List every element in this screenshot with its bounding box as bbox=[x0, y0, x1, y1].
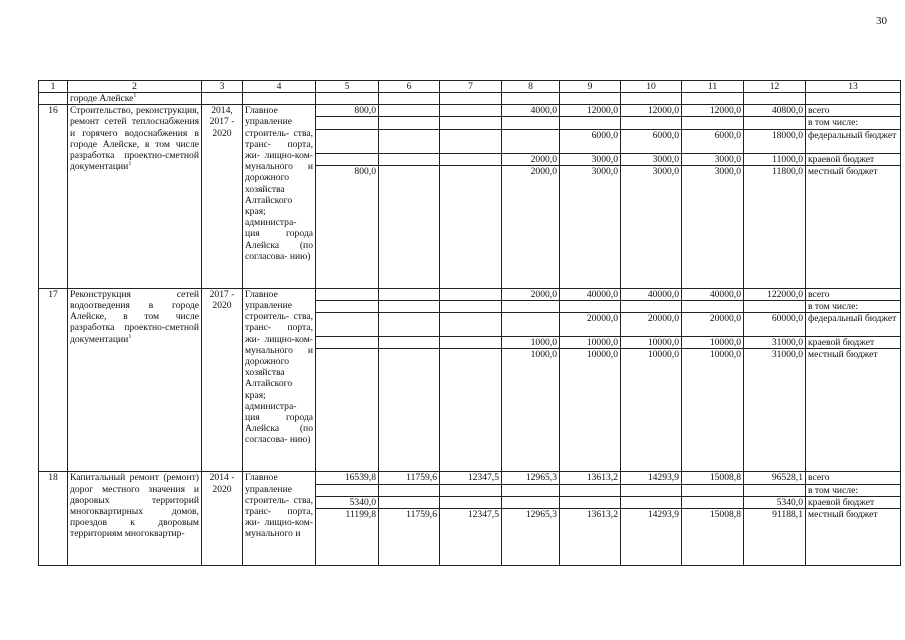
funding-source: всего bbox=[806, 288, 901, 300]
funding-source: федеральный бюджет bbox=[806, 129, 901, 153]
value-cell: 2000,0 bbox=[502, 288, 560, 300]
value-cell: 16539,8 bbox=[316, 472, 379, 484]
value-cell bbox=[682, 484, 744, 496]
value-cell bbox=[621, 117, 682, 129]
funding-source: всего bbox=[806, 472, 901, 484]
value-cell: 15008,8 bbox=[682, 472, 744, 484]
value-cell: 1000,0 bbox=[502, 337, 560, 349]
value-cell bbox=[440, 496, 502, 508]
value-cell: 12000,0 bbox=[682, 105, 744, 117]
value-cell: 10000,0 bbox=[560, 337, 621, 349]
value-cell: 11759,6 bbox=[379, 472, 440, 484]
value-cell bbox=[316, 288, 379, 300]
empty-cell bbox=[744, 93, 806, 105]
value-cell: 10000,0 bbox=[560, 349, 621, 472]
value-cell: 20000,0 bbox=[560, 313, 621, 337]
period: 2017 - 2020 bbox=[202, 288, 243, 472]
value-cell bbox=[502, 496, 560, 508]
value-cell bbox=[682, 496, 744, 508]
value-cell bbox=[379, 349, 440, 472]
value-cell bbox=[744, 301, 806, 313]
column-header: 5 bbox=[316, 81, 379, 93]
value-cell: 14293,9 bbox=[621, 509, 682, 566]
empty-cell bbox=[682, 93, 744, 105]
value-cell: 40000,0 bbox=[560, 288, 621, 300]
value-cell bbox=[440, 153, 502, 165]
value-cell: 20000,0 bbox=[621, 313, 682, 337]
value-cell bbox=[379, 337, 440, 349]
value-cell: 3000,0 bbox=[682, 153, 744, 165]
column-number-row bbox=[39, 81, 901, 93]
column-header: 4 bbox=[243, 81, 316, 93]
value-cell: 2000,0 bbox=[502, 165, 560, 288]
value-cell bbox=[440, 337, 502, 349]
value-cell bbox=[744, 484, 806, 496]
value-cell: 800,0 bbox=[316, 165, 379, 288]
value-cell: 800,0 bbox=[316, 105, 379, 117]
value-cell bbox=[560, 117, 621, 129]
value-cell bbox=[440, 349, 502, 472]
value-cell: 40800,0 bbox=[744, 105, 806, 117]
value-cell bbox=[621, 301, 682, 313]
table-row bbox=[39, 288, 901, 300]
value-cell bbox=[379, 165, 440, 288]
value-cell bbox=[440, 105, 502, 117]
value-cell bbox=[379, 301, 440, 313]
value-cell bbox=[379, 117, 440, 129]
period: 2014 - 2020 bbox=[202, 472, 243, 566]
program-table bbox=[38, 80, 901, 566]
value-cell: 91188,1 bbox=[744, 509, 806, 566]
funding-source: местный бюджет bbox=[806, 165, 901, 288]
executor: Главное управление строитель- ства, транс- порта, жи- лищно-ком- мунального и дорожного хозяйства Алтайского края; администра- ция города Алейска (по согласова- нию) bbox=[243, 288, 316, 472]
executor: Главное управление строитель- ства, транс- порта, жи- лищно-ком- мунального и дорожного хозяйства Алтайского края; администра- ция города Алейска (по согласова- нию) bbox=[243, 105, 316, 289]
empty-cell bbox=[202, 93, 243, 105]
empty-cell bbox=[316, 93, 379, 105]
table-row bbox=[39, 472, 901, 484]
value-cell bbox=[316, 337, 379, 349]
value-cell: 13613,2 bbox=[560, 509, 621, 566]
value-cell: 40000,0 bbox=[621, 288, 682, 300]
value-cell bbox=[560, 301, 621, 313]
column-header: 3 bbox=[202, 81, 243, 93]
value-cell bbox=[379, 129, 440, 153]
measure-name: Капитальный ремонт (ремонт) дорог местного значения и дворовых территорий многоквартирных домов, проездов к дворовым территориям многоквартир- bbox=[68, 472, 202, 566]
value-cell: 12965,3 bbox=[502, 509, 560, 566]
table-row bbox=[39, 105, 901, 117]
funding-source: краевой бюджет bbox=[806, 153, 901, 165]
value-cell bbox=[502, 117, 560, 129]
column-header: 12 bbox=[744, 81, 806, 93]
page-number: 30 bbox=[876, 15, 887, 27]
funding-source: в том числе: bbox=[806, 484, 901, 496]
value-cell: 3000,0 bbox=[682, 165, 744, 288]
value-cell bbox=[440, 313, 502, 337]
row-number: 18 bbox=[39, 472, 68, 566]
funding-source: местный бюджет bbox=[806, 509, 901, 566]
value-cell: 60000,0 bbox=[744, 313, 806, 337]
value-cell bbox=[316, 129, 379, 153]
column-header: 10 bbox=[621, 81, 682, 93]
empty-cell bbox=[560, 93, 621, 105]
value-cell bbox=[440, 484, 502, 496]
value-cell bbox=[316, 349, 379, 472]
column-header: 9 bbox=[560, 81, 621, 93]
value-cell bbox=[379, 288, 440, 300]
value-cell: 12965,3 bbox=[502, 472, 560, 484]
value-cell bbox=[621, 496, 682, 508]
value-cell: 11800,0 bbox=[744, 165, 806, 288]
column-header: 13 bbox=[806, 81, 901, 93]
value-cell bbox=[440, 288, 502, 300]
empty-cell bbox=[379, 93, 440, 105]
value-cell bbox=[560, 496, 621, 508]
value-cell: 13613,2 bbox=[560, 472, 621, 484]
column-header: 11 bbox=[682, 81, 744, 93]
value-cell: 10000,0 bbox=[621, 349, 682, 472]
value-cell: 96528,1 bbox=[744, 472, 806, 484]
value-cell bbox=[316, 153, 379, 165]
value-cell: 5340,0 bbox=[316, 496, 379, 508]
value-cell: 12000,0 bbox=[621, 105, 682, 117]
value-cell bbox=[316, 484, 379, 496]
empty-cell bbox=[621, 93, 682, 105]
funding-source: всего bbox=[806, 105, 901, 117]
value-cell: 3000,0 bbox=[560, 153, 621, 165]
measure-name: Реконструкция сетей водоотведения в городе Алейске, в том числе разработка проектно-сметной документации$^1$ bbox=[68, 288, 202, 472]
value-cell bbox=[316, 301, 379, 313]
value-cell: 6000,0 bbox=[621, 129, 682, 153]
value-cell: 12347,5 bbox=[440, 509, 502, 566]
value-cell bbox=[502, 484, 560, 496]
value-cell: 11759,6 bbox=[379, 509, 440, 566]
period: 2014, 2017 - 2020 bbox=[202, 105, 243, 289]
column-header: 6 bbox=[379, 81, 440, 93]
value-cell bbox=[316, 117, 379, 129]
empty-cell bbox=[502, 93, 560, 105]
value-cell: 12000,0 bbox=[560, 105, 621, 117]
footnote-mark: 1 bbox=[128, 161, 132, 168]
value-cell bbox=[502, 129, 560, 153]
value-cell bbox=[621, 484, 682, 496]
value-cell: 15008,8 bbox=[682, 509, 744, 566]
executor: Главное управление строитель- ства, транс- порта, жи- лищно-ком- мунального и bbox=[243, 472, 316, 566]
value-cell: 10000,0 bbox=[682, 337, 744, 349]
value-cell: 4000,0 bbox=[502, 105, 560, 117]
value-cell bbox=[316, 313, 379, 337]
funding-source: местный бюджет bbox=[806, 349, 901, 472]
funding-source: краевой бюджет bbox=[806, 337, 901, 349]
value-cell: 11199,8 bbox=[316, 509, 379, 566]
footnote-mark: 1 bbox=[128, 333, 132, 340]
empty-cell bbox=[243, 93, 316, 105]
value-cell bbox=[440, 129, 502, 153]
value-cell bbox=[379, 105, 440, 117]
value-cell bbox=[502, 301, 560, 313]
row-number: 17 bbox=[39, 288, 68, 472]
column-header: 8 bbox=[502, 81, 560, 93]
value-cell: 20000,0 bbox=[682, 313, 744, 337]
value-cell bbox=[379, 484, 440, 496]
value-cell: 10000,0 bbox=[621, 337, 682, 349]
value-cell: 3000,0 bbox=[621, 153, 682, 165]
value-cell bbox=[560, 484, 621, 496]
continuation-row bbox=[39, 93, 901, 105]
value-cell: 6000,0 bbox=[560, 129, 621, 153]
empty-cell bbox=[806, 93, 901, 105]
value-cell: 11000,0 bbox=[744, 153, 806, 165]
funding-source: в том числе: bbox=[806, 301, 901, 313]
value-cell: 31000,0 bbox=[744, 337, 806, 349]
value-cell: 1000,0 bbox=[502, 349, 560, 472]
footnote-mark: 1 bbox=[133, 92, 137, 99]
value-cell bbox=[440, 301, 502, 313]
value-cell: 14293,9 bbox=[621, 472, 682, 484]
value-cell bbox=[440, 165, 502, 288]
value-cell: 5340,0 bbox=[744, 496, 806, 508]
value-cell: 10000,0 bbox=[682, 349, 744, 472]
value-cell: 2000,0 bbox=[502, 153, 560, 165]
value-cell: 40000,0 bbox=[682, 288, 744, 300]
value-cell bbox=[379, 496, 440, 508]
column-header: 2 bbox=[68, 81, 202, 93]
value-cell bbox=[379, 313, 440, 337]
funding-source: краевой бюджет bbox=[806, 496, 901, 508]
value-cell bbox=[440, 117, 502, 129]
value-cell bbox=[682, 117, 744, 129]
funding-source: в том числе: bbox=[806, 117, 901, 129]
continued-text: городе Алейске$^1$ bbox=[68, 93, 202, 105]
value-cell: 31000,0 bbox=[744, 349, 806, 472]
value-cell bbox=[502, 313, 560, 337]
row-number: 16 bbox=[39, 105, 68, 289]
value-cell: 3000,0 bbox=[560, 165, 621, 288]
funding-source: федеральный бюджет bbox=[806, 313, 901, 337]
value-cell: 18000,0 bbox=[744, 129, 806, 153]
column-header: 1 bbox=[39, 81, 68, 93]
value-cell: 12347,5 bbox=[440, 472, 502, 484]
value-cell bbox=[744, 117, 806, 129]
value-cell: 3000,0 bbox=[621, 165, 682, 288]
value-cell bbox=[682, 301, 744, 313]
value-cell bbox=[379, 153, 440, 165]
empty-cell bbox=[39, 93, 68, 105]
value-cell: 122000,0 bbox=[744, 288, 806, 300]
value-cell: 6000,0 bbox=[682, 129, 744, 153]
measure-name: Строительство, реконструкция, ремонт сетей теплоснабжения и горячего водоснабжения в городе Алейске, в том числе разработка проектно-сметной документации$^1$ bbox=[68, 105, 202, 289]
column-header: 7 bbox=[440, 81, 502, 93]
empty-cell bbox=[440, 93, 502, 105]
